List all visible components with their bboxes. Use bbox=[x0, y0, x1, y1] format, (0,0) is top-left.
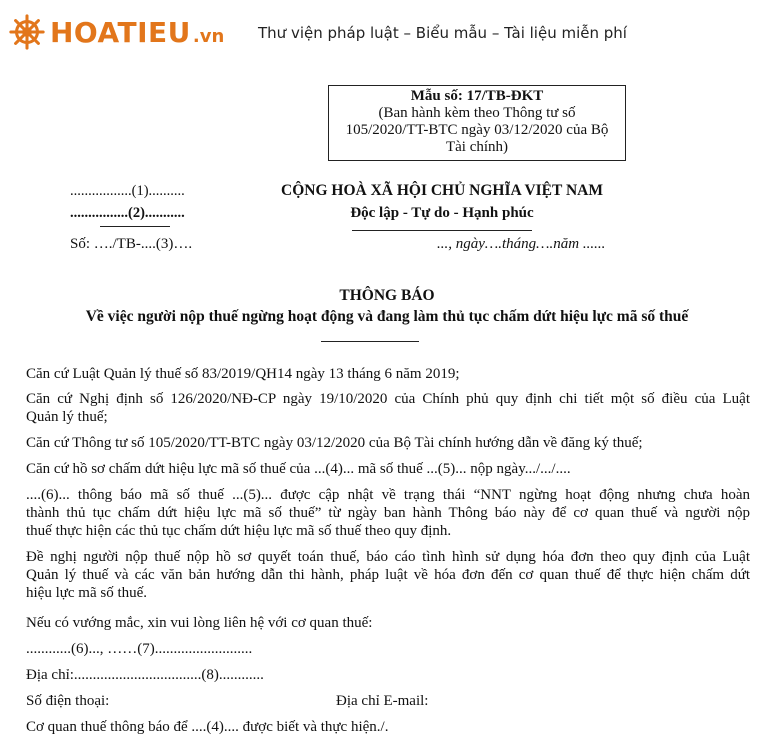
document-number: Số: …./TB-....(3)…. bbox=[70, 236, 193, 252]
closing-sentence: Cơ quan thuế thông báo để ....(4).... được biết và thực hiện./. bbox=[26, 719, 389, 735]
authority-line-2: ................(2)........... bbox=[70, 205, 185, 221]
contact-email: Địa chỉ E-mail: bbox=[336, 693, 429, 709]
paragraph-contact-intro: Nếu có vướng mắc, xin vui lòng liên hệ với cơ quan thuế: bbox=[26, 615, 373, 631]
paragraph-legal-basis-3: Căn cứ Thông tư số 105/2020/TT-BTC ngày 03/12/2020 của Bộ Tài chính hướng dẫn về đăng ký thuế; bbox=[26, 435, 643, 451]
form-issuance-line-2: 105/2020/TT-BTC ngày 03/12/2020 của Bộ bbox=[345, 122, 609, 138]
form-issuance-line-1: (Ban hành kèm theo Thông tư số bbox=[378, 105, 576, 121]
paragraph-request-line-2: Quản lý thuế và các văn bản hướng dẫn thi hành, pháp luật về hóa đơn đến cơ quan thuế để thực hiện chấm dứt bbox=[26, 567, 750, 583]
paragraph-notice-line-3: thuế thực hiện các thủ tục chấm dứt hiệu lực mã số thuế theo quy định. bbox=[26, 523, 452, 539]
paragraph-legal-basis-1: Căn cứ Luật Quản lý thuế số 83/2019/QH14 ngày 13 tháng 6 năm 2019; bbox=[26, 366, 460, 382]
authority-line-1: .................(1).......... bbox=[70, 183, 185, 199]
document-date bbox=[437, 236, 605, 253]
divider bbox=[100, 226, 170, 227]
contact-phone: Số điện thoại: bbox=[26, 693, 110, 709]
contact-address: Địa chỉ:..................................(8)............ bbox=[26, 667, 264, 683]
document-subtitle: Về việc người nộp thuế ngừng hoạt động và đang làm thủ tục chấm dứt hiệu lực mã số thuế bbox=[85, 308, 689, 325]
issuing-authority bbox=[70, 180, 185, 224]
paragraph-legal-basis-2-line-1: Căn cứ Nghị định số 126/2020/NĐ-CP ngày 19/10/2020 của Chính phủ quy định chi tiết một số điều của Luật bbox=[26, 391, 750, 407]
paragraph-legal-basis-2-line-2: Quản lý thuế; bbox=[26, 409, 108, 425]
site-tagline: Thư viện pháp luật – Biểu mẫu – Tài liệu miễn phí bbox=[258, 24, 627, 42]
ship-wheel-icon bbox=[8, 13, 46, 51]
form-number: Mẫu số: 17/TB-ĐKT bbox=[410, 88, 544, 104]
country-name: CỘNG HOÀ XÃ HỘI CHỦ NGHĨA VIỆT NAM bbox=[281, 182, 603, 199]
site-header bbox=[0, 0, 774, 70]
paragraph-notice-line-2: thành thủ tục chấm dứt hiệu lực mã số thuế” từ ngày ban hành Thông báo này để cơ quan thuế và người nộp bbox=[26, 505, 750, 521]
logo-domain: .vn bbox=[192, 25, 225, 47]
site-logo[interactable] bbox=[8, 10, 224, 54]
paragraph-notice-line-1: ....(6)... thông báo mã số thuế ...(5)... được cập nhật về trạng thái “NNT ngừng hoạt động nhưng chưa hoàn bbox=[26, 487, 750, 503]
divider bbox=[352, 230, 532, 231]
national-header bbox=[268, 180, 616, 224]
form-issuance-line-3: Tài chính) bbox=[445, 139, 509, 155]
document-title: THÔNG BÁO bbox=[339, 287, 435, 304]
paragraph-legal-basis-4: Căn cứ hồ sơ chấm dứt hiệu lực mã số thuế của ...(4)... mã số thuế ...(5)... nộp ngày.../.../.... bbox=[26, 461, 571, 477]
date-text: ..., ngày….tháng….năm ...... bbox=[437, 236, 606, 252]
contact-agency: ............(6)..., ……(7).......................... bbox=[26, 641, 253, 657]
divider bbox=[321, 341, 419, 342]
paragraph-request-line-1: Đề nghị người nộp thuế nộp hồ sơ quyết toán thuế, báo cáo tình hình sử dụng hóa đơn theo quy định của Luật bbox=[26, 549, 750, 565]
national-motto: Độc lập - Tự do - Hạnh phúc bbox=[350, 205, 534, 221]
form-number-box bbox=[328, 85, 626, 161]
paragraph-request-line-3: hiệu lực mã số thuế. bbox=[26, 585, 148, 601]
logo-text: HOATIEU bbox=[50, 15, 191, 49]
